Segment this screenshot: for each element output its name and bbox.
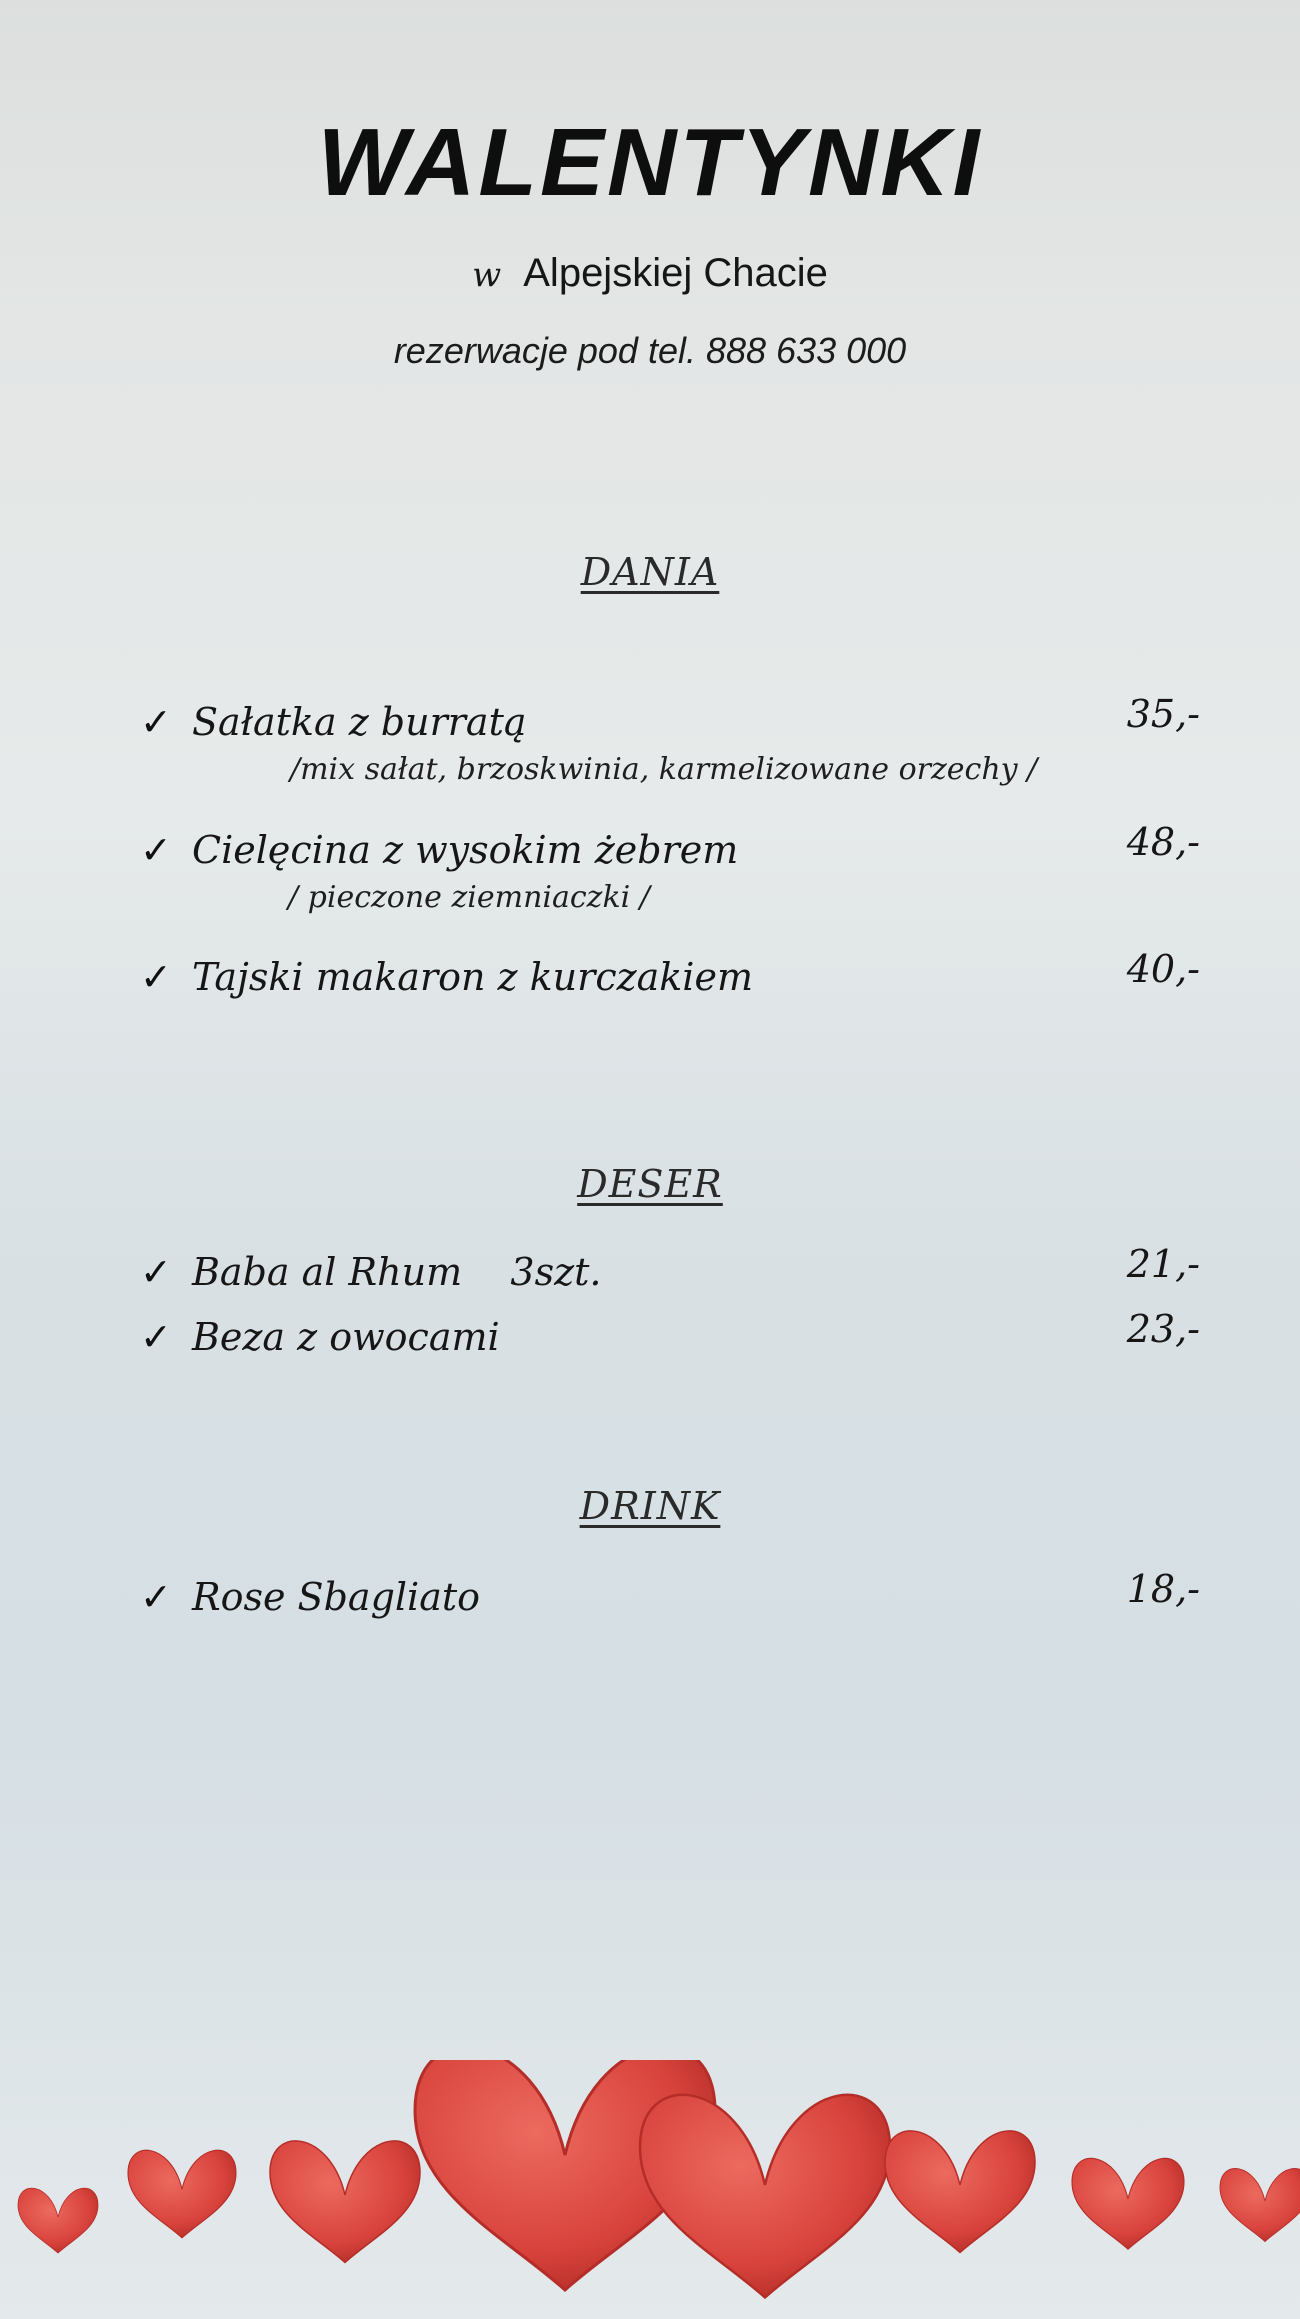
- check-icon: ✓: [140, 828, 172, 872]
- section-title-deser: DESER: [577, 1162, 723, 1206]
- section-title-dania: DANIA: [580, 550, 720, 594]
- item-name: Baba al Rhum 3szt.: [192, 1250, 602, 1294]
- subtitle-place: Alpejskiej Chacie: [523, 251, 828, 295]
- item-name: Beza z owocami: [192, 1315, 500, 1359]
- check-icon: ✓: [140, 700, 172, 744]
- item-price: 35,-: [1126, 692, 1200, 736]
- section-title-drink: DRINK: [579, 1484, 721, 1528]
- item-name: Rose Sbagliato: [192, 1575, 481, 1619]
- item-price: 40,-: [1126, 947, 1200, 991]
- heart-icon: [885, 2131, 1035, 2253]
- item-name: Sałatka z burratą: [192, 700, 527, 744]
- item-price: 48,-: [1126, 820, 1200, 864]
- item-description: / pieczone ziemniaczki /: [288, 880, 650, 915]
- hearts-decoration: [0, 2060, 1300, 2319]
- heart-icon: [18, 2188, 98, 2253]
- menu-title: WALENTYNKI: [317, 109, 983, 216]
- heart-icon: [270, 2141, 420, 2263]
- subtitle-prefix: w: [472, 255, 502, 295]
- heart-icon: [128, 2150, 236, 2238]
- item-price: 18,-: [1126, 1567, 1200, 1611]
- reservation-line: rezerwacje pod tel. 888 633 000: [393, 330, 907, 371]
- item-description: /mix sałat, brzoskwinia, karmelizowane orzechy /: [290, 752, 1038, 787]
- item-name: Tajski makaron z kurczakiem: [192, 955, 753, 999]
- check-icon: ✓: [140, 955, 172, 999]
- heart-icon: [1072, 2158, 1184, 2249]
- check-icon: ✓: [140, 1575, 172, 1619]
- heart-icon: [640, 2095, 890, 2298]
- item-name: Cielęcina z wysokim żebrem: [192, 828, 739, 872]
- item-price: 23,-: [1126, 1307, 1200, 1351]
- check-icon: ✓: [140, 1250, 172, 1294]
- menu-subtitle: [0, 250, 1300, 296]
- heart-icon: [1220, 2169, 1300, 2242]
- item-price: 21,-: [1126, 1242, 1200, 1286]
- check-icon: ✓: [140, 1315, 172, 1359]
